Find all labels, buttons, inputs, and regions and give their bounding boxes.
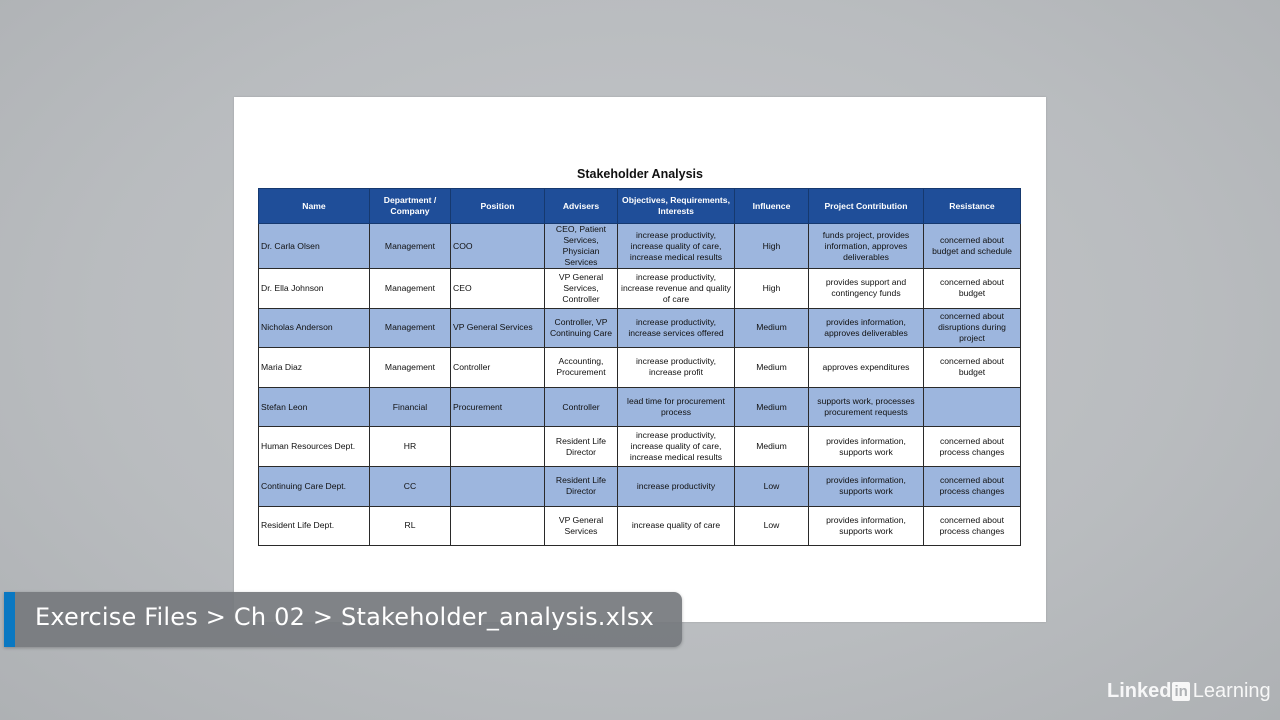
cell-resistance: concerned about budget	[924, 348, 1021, 388]
cell-influence: Medium	[735, 308, 809, 348]
logo-in-badge: in	[1174, 682, 1188, 700]
cell-objectives: increase productivity, increase services offered	[618, 308, 735, 348]
stakeholder-table	[258, 188, 1021, 546]
cell-position	[451, 427, 545, 467]
cell-objectives: increase productivity, increase revenue and quality of care	[618, 269, 735, 309]
cell-influence: Medium	[735, 387, 809, 427]
table-row	[259, 224, 1021, 269]
cell-contribution: provides support and contingency funds	[809, 269, 924, 309]
cell-position: CEO	[451, 269, 545, 309]
cell-name: Continuing Care Dept.	[259, 466, 370, 506]
cell-contribution: provides information, supports work	[809, 506, 924, 546]
cell-contribution: supports work, processes procurement requests	[809, 387, 924, 427]
page-title: Stakeholder Analysis	[577, 167, 703, 181]
cell-department: Management	[370, 308, 451, 348]
cell-objectives: increase productivity, increase profit	[618, 348, 735, 388]
cell-position: Procurement	[451, 387, 545, 427]
column-header: Project Contribution	[809, 189, 924, 224]
column-header: Position	[451, 189, 545, 224]
table-row	[259, 387, 1021, 427]
cell-contribution: provides information, supports work	[809, 427, 924, 467]
cell-name: Resident Life Dept.	[259, 506, 370, 546]
cell-position	[451, 506, 545, 546]
cell-objectives: increase productivity	[618, 466, 735, 506]
logo-learning-text: Learning	[1192, 679, 1271, 702]
document-page	[234, 97, 1046, 622]
linkedin-learning-logo	[1107, 679, 1271, 703]
column-header: Advisers	[545, 189, 618, 224]
column-header: Department / Company	[370, 189, 451, 224]
cell-influence: High	[735, 269, 809, 309]
cell-position: VP General Services	[451, 308, 545, 348]
table-row	[259, 506, 1021, 546]
cell-department: Management	[370, 269, 451, 309]
logo-linked-text: Linked	[1107, 679, 1172, 702]
cell-department: HR	[370, 427, 451, 467]
cell-position: COO	[451, 224, 545, 269]
table-row	[259, 269, 1021, 309]
cell-advisers: Resident Life Director	[545, 427, 618, 467]
cell-advisers: Controller	[545, 387, 618, 427]
cell-position	[451, 466, 545, 506]
column-header: Influence	[735, 189, 809, 224]
cell-name: Nicholas Anderson	[259, 308, 370, 348]
cell-advisers: VP General Services, Controller	[545, 269, 618, 309]
column-header: Name	[259, 189, 370, 224]
file-path-banner	[4, 592, 682, 647]
cell-department: Management	[370, 348, 451, 388]
cell-resistance: concerned about process changes	[924, 466, 1021, 506]
cell-advisers: Resident Life Director	[545, 466, 618, 506]
table-row	[259, 308, 1021, 348]
column-header: Resistance	[924, 189, 1021, 224]
cell-advisers: CEO, Patient Services, Physician Services	[545, 224, 618, 269]
cell-advisers: Controller, VP Continuing Care	[545, 308, 618, 348]
cell-resistance: concerned about process changes	[924, 427, 1021, 467]
cell-influence: High	[735, 224, 809, 269]
file-path-text: Exercise Files > Ch 02 > Stakeholder_analysis.xlsx	[35, 603, 654, 631]
cell-advisers: Accounting, Procurement	[545, 348, 618, 388]
cell-resistance: concerned about budget	[924, 269, 1021, 309]
cell-contribution: funds project, provides information, approves deliverables	[809, 224, 924, 269]
cell-name: Stefan Leon	[259, 387, 370, 427]
cell-influence: Medium	[735, 427, 809, 467]
column-header: Objectives, Requirements, Interests	[618, 189, 735, 224]
cell-name: Dr. Carla Olsen	[259, 224, 370, 269]
cell-department: Management	[370, 224, 451, 269]
table-row	[259, 348, 1021, 388]
cell-contribution: provides information, approves deliverables	[809, 308, 924, 348]
cell-objectives: lead time for procurement process	[618, 387, 735, 427]
cell-department: Financial	[370, 387, 451, 427]
cell-name: Human Resources Dept.	[259, 427, 370, 467]
cell-influence: Medium	[735, 348, 809, 388]
cell-position: Controller	[451, 348, 545, 388]
cell-objectives: increase productivity, increase quality of care, increase medical results	[618, 427, 735, 467]
cell-contribution: provides information, supports work	[809, 466, 924, 506]
cell-department: CC	[370, 466, 451, 506]
cell-advisers: VP General Services	[545, 506, 618, 546]
cell-objectives: increase productivity, increase quality of care, increase medical results	[618, 224, 735, 269]
cell-resistance: concerned about budget and schedule	[924, 224, 1021, 269]
table-row	[259, 466, 1021, 506]
cell-contribution: approves expenditures	[809, 348, 924, 388]
cell-objectives: increase quality of care	[618, 506, 735, 546]
cell-influence: Low	[735, 466, 809, 506]
cell-name: Dr. Ella Johnson	[259, 269, 370, 309]
cell-name: Maria Diaz	[259, 348, 370, 388]
cell-resistance: concerned about process changes	[924, 506, 1021, 546]
cell-influence: Low	[735, 506, 809, 546]
cell-resistance	[924, 387, 1021, 427]
table-row	[259, 427, 1021, 467]
table-header-row	[259, 189, 1021, 224]
cell-department: RL	[370, 506, 451, 546]
cell-resistance: concerned about disruptions during project	[924, 308, 1021, 348]
banner-accent-bar	[4, 592, 15, 647]
